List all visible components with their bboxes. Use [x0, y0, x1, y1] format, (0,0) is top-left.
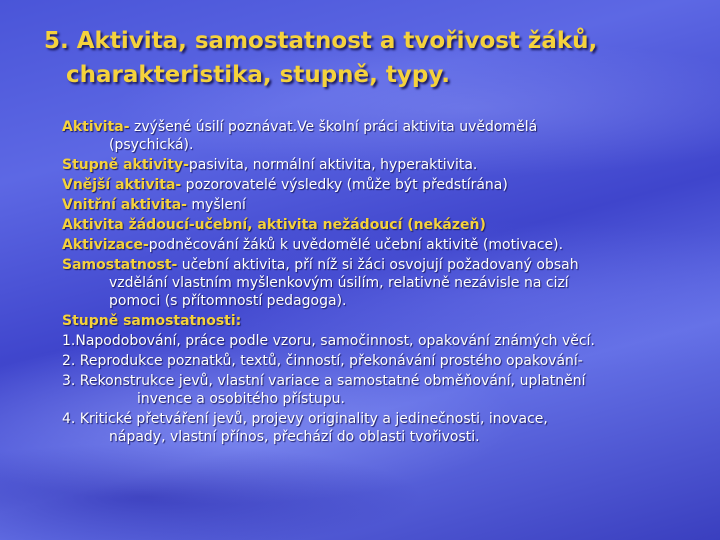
text-stupne-aktivity: pasivita, normální aktivita, hyperaktivita. — [188, 157, 478, 173]
stage-4 — [62, 410, 692, 446]
term-aktivita: Aktivita- — [62, 119, 130, 135]
stage-3-text-cont: invence a osobitého přístupu. — [137, 391, 345, 407]
term-aktivizace: Aktivizace- — [62, 237, 149, 253]
slide-body — [62, 118, 692, 448]
item-stupne-aktivity — [62, 156, 692, 174]
term-stupne-aktivity: Stupně aktivity- — [62, 157, 189, 173]
item-aktivita — [62, 118, 692, 154]
item-vnejsi-aktivita — [62, 176, 692, 194]
stage-2 — [62, 352, 692, 370]
text-aktivita: zvýšené úsilí poznávat.Ve školní práci aktivita uvědomělá — [129, 119, 538, 135]
item-aktivizace — [62, 236, 692, 254]
stage-3-text: 3. Rekonstrukce jevů, vlastní variace a samostatné obměňování, uplatnění — [62, 373, 586, 389]
term-aktivita-zadouci: Aktivita žádoucí-učební, aktivita nežádoucí (nekázeň) — [62, 217, 486, 233]
text-samostatnost-cont-2: pomoci (s přítomností pedagoga). — [109, 293, 347, 309]
text-samostatnost: učební aktivita, pří níž si žáci osvojují požadovaný obsah — [177, 257, 579, 273]
item-vnitrni-aktivita — [62, 196, 692, 214]
heading-stupne-samostatnosti: Stupně samostatnosti: — [62, 313, 242, 329]
stage-2-text: 2. Reprodukce poznatků, textů, činností, překonávání prostého opakování- — [62, 353, 583, 369]
text-vnejsi-aktivita: pozorovatelé výsledky (může být předstírána) — [181, 177, 508, 193]
stage-1-text: 1.Napodobování, práce podle vzoru, samočinnost, opakování známých věcí. — [62, 333, 595, 349]
text-aktivita-cont: (psychická). — [109, 137, 194, 153]
stage-4-text-cont: nápady, vlastní přínos, přechází do oblasti tvořivosti. — [109, 429, 480, 445]
stage-4-text: 4. Kritické přetváření jevů, projevy originality a jedinečnosti, inovace, — [62, 411, 548, 427]
title-line-2: charakteristika, stupně, typy. — [66, 62, 450, 88]
slide-title — [44, 24, 694, 92]
title-line-1: 5. Aktivita, samostatnost a tvořivost žáků, — [44, 28, 598, 54]
text-aktivizace: podněcování žáků k uvědomělé učební aktivitě (motivace). — [148, 237, 564, 253]
stage-1 — [62, 332, 692, 350]
text-vnitrni-aktivita: myšlení — [186, 197, 246, 213]
term-vnitrni-aktivita: Vnitřní aktivita- — [62, 197, 187, 213]
item-stupne-samostatnosti — [62, 312, 692, 330]
term-vnejsi-aktivita: Vnější aktivita- — [62, 177, 182, 193]
stage-3 — [62, 372, 692, 408]
item-aktivita-zadouci — [62, 216, 692, 234]
text-samostatnost-cont-1: vzdělání vlastním myšlenkovým úsilím, relativně nezávisle na cizí — [109, 275, 569, 291]
term-samostatnost: Samostatnost- — [62, 257, 178, 273]
item-samostatnost — [62, 256, 692, 310]
